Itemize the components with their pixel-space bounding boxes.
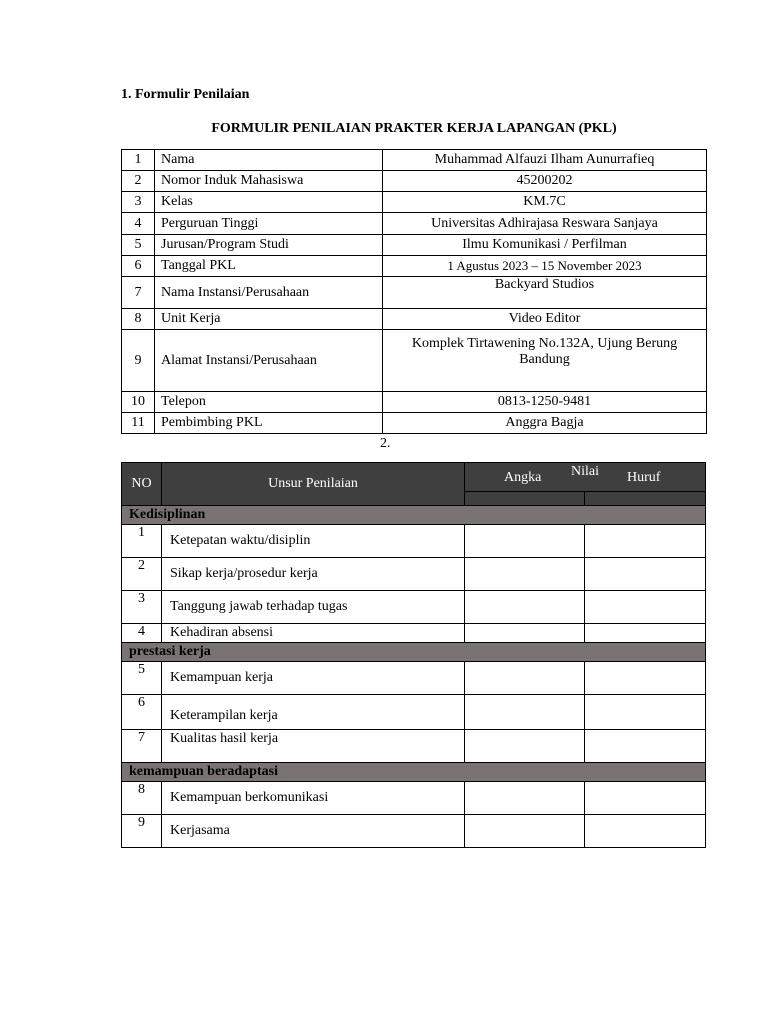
header-nilai: Nilai: [571, 464, 599, 479]
angka-input[interactable]: [465, 525, 585, 558]
info-row-label: Tanggal PKL: [155, 256, 383, 277]
header-angka: Angka: [504, 470, 542, 485]
info-row-label: Alamat Instansi/Perusahaan: [155, 330, 383, 392]
angka-input[interactable]: [465, 815, 585, 848]
huruf-input[interactable]: [585, 525, 706, 558]
info-row-value: Anggra Bagja: [383, 413, 707, 434]
angka-input[interactable]: [465, 558, 585, 591]
info-row-label: Pembimbing PKL: [155, 413, 383, 434]
angka-input[interactable]: [465, 782, 585, 815]
assessment-table: [121, 462, 706, 848]
info-row-value: KM.7C: [383, 192, 707, 213]
info-row-number: 1: [122, 150, 155, 171]
info-row-value: Komplek Tirtawening No.132A, Ujung Berung Bandung: [383, 330, 707, 392]
info-row-number: 3: [122, 192, 155, 213]
info-row-label: Unit Kerja: [155, 309, 383, 330]
info-row: [122, 330, 707, 392]
info-row-value: 1 Agustus 2023 – 15 November 2023: [383, 256, 707, 277]
criteria-number: 8: [122, 782, 162, 815]
criteria-label: Kerjasama: [162, 815, 465, 848]
criteria-label: Kemampuan berkomunikasi: [162, 782, 465, 815]
criteria-number: 7: [122, 730, 162, 763]
assessment-row: [122, 624, 706, 643]
info-row: [122, 171, 707, 192]
info-row-value: Ilmu Komunikasi / Perfilman: [383, 235, 707, 256]
criteria-label: Tanggung jawab terhadap tugas: [162, 591, 465, 624]
assessment-row: [122, 815, 706, 848]
info-row: [122, 392, 707, 413]
criteria-number: 4: [122, 624, 162, 643]
info-row-number: 9: [122, 330, 155, 392]
criteria-label: Ketepatan waktu/disiplin: [162, 525, 465, 558]
assessment-row: [122, 662, 706, 695]
criteria-number: 2: [122, 558, 162, 591]
header-no: NO: [122, 463, 162, 506]
huruf-input[interactable]: [585, 782, 706, 815]
criteria-label: Kemampuan kerja: [162, 662, 465, 695]
angka-input[interactable]: [465, 591, 585, 624]
info-row-value: Universitas Adhirajasa Reswara Sanjaya: [383, 213, 707, 235]
info-row-label: Nomor Induk Mahasiswa: [155, 171, 383, 192]
student-info-table: [121, 149, 707, 434]
huruf-input[interactable]: [585, 815, 706, 848]
section-row-kemampuan-beradaptasi: [122, 763, 706, 782]
info-row: [122, 256, 707, 277]
criteria-label: Kualitas hasil kerja: [162, 730, 465, 763]
header-huruf: Huruf: [627, 470, 661, 485]
angka-input[interactable]: [465, 624, 585, 643]
info-row-label: Jurusan/Program Studi: [155, 235, 383, 256]
info-row-value: Backyard Studios: [383, 277, 707, 309]
info-row-number: 2: [122, 171, 155, 192]
info-row-label: Nama Instansi/Perusahaan: [155, 277, 383, 309]
section-row-prestasi-kerja: [122, 643, 706, 662]
info-row-label: Nama: [155, 150, 383, 171]
info-row: [122, 277, 707, 309]
info-row-number: 8: [122, 309, 155, 330]
huruf-input[interactable]: [585, 730, 706, 763]
criteria-label: Kehadiran absensi: [162, 624, 465, 643]
info-row-number: 11: [122, 413, 155, 434]
info-row: [122, 235, 707, 256]
criteria-label: Sikap kerja/prosedur kerja: [162, 558, 465, 591]
assessment-row: [122, 591, 706, 624]
section-heading: 1. Formulir Penilaian: [121, 87, 250, 102]
section-name: prestasi kerja: [122, 643, 706, 662]
info-row-value: Video Editor: [383, 309, 707, 330]
info-row: [122, 413, 707, 434]
criteria-number: 1: [122, 525, 162, 558]
info-row-number: 5: [122, 235, 155, 256]
huruf-input[interactable]: [585, 558, 706, 591]
huruf-input[interactable]: [585, 624, 706, 643]
criteria-number: 3: [122, 591, 162, 624]
assessment-row: [122, 525, 706, 558]
info-row-label: Telepon: [155, 392, 383, 413]
angka-input[interactable]: [465, 730, 585, 763]
info-row-value: 45200202: [383, 171, 707, 192]
assessment-row: [122, 695, 706, 730]
criteria-number: 6: [122, 695, 162, 730]
form-title: FORMULIR PENILAIAN PRAKTER KERJA LAPANGAN (PKL): [211, 121, 617, 136]
info-row: [122, 213, 707, 235]
huruf-input[interactable]: [585, 662, 706, 695]
section-row-kedisiplinan: [122, 506, 706, 525]
header-huruf-cell: [585, 492, 706, 506]
criteria-label: Keterampilan kerja: [162, 695, 465, 730]
header-criteria: Unsur Penilaian: [162, 463, 465, 506]
huruf-input[interactable]: [585, 591, 706, 624]
assessment-row: [122, 782, 706, 815]
section-name: kemampuan beradaptasi: [122, 763, 706, 782]
section-name: Kedisiplinan: [122, 506, 706, 525]
criteria-number: 9: [122, 815, 162, 848]
angka-input[interactable]: [465, 662, 585, 695]
criteria-number: 5: [122, 662, 162, 695]
info-row-value: 0813-1250-9481: [383, 392, 707, 413]
info-row-number: 7: [122, 277, 155, 309]
info-row: [122, 309, 707, 330]
assessment-row: [122, 558, 706, 591]
huruf-input[interactable]: [585, 695, 706, 730]
info-row-value: Muhammad Alfauzi Ilham Aunurrafieq: [383, 150, 707, 171]
info-row: [122, 150, 707, 171]
assessment-row: [122, 730, 706, 763]
section-number: 2.: [380, 436, 391, 451]
info-row-label: Perguruan Tinggi: [155, 213, 383, 235]
info-row-label: Kelas: [155, 192, 383, 213]
header-nilai-group: [465, 463, 706, 492]
info-row-number: 10: [122, 392, 155, 413]
info-row-number: 4: [122, 213, 155, 235]
angka-input[interactable]: [465, 695, 585, 730]
info-row-number: 6: [122, 256, 155, 277]
header-angka-cell: [465, 492, 585, 506]
assessment-header-row: [122, 463, 706, 492]
info-row: [122, 192, 707, 213]
